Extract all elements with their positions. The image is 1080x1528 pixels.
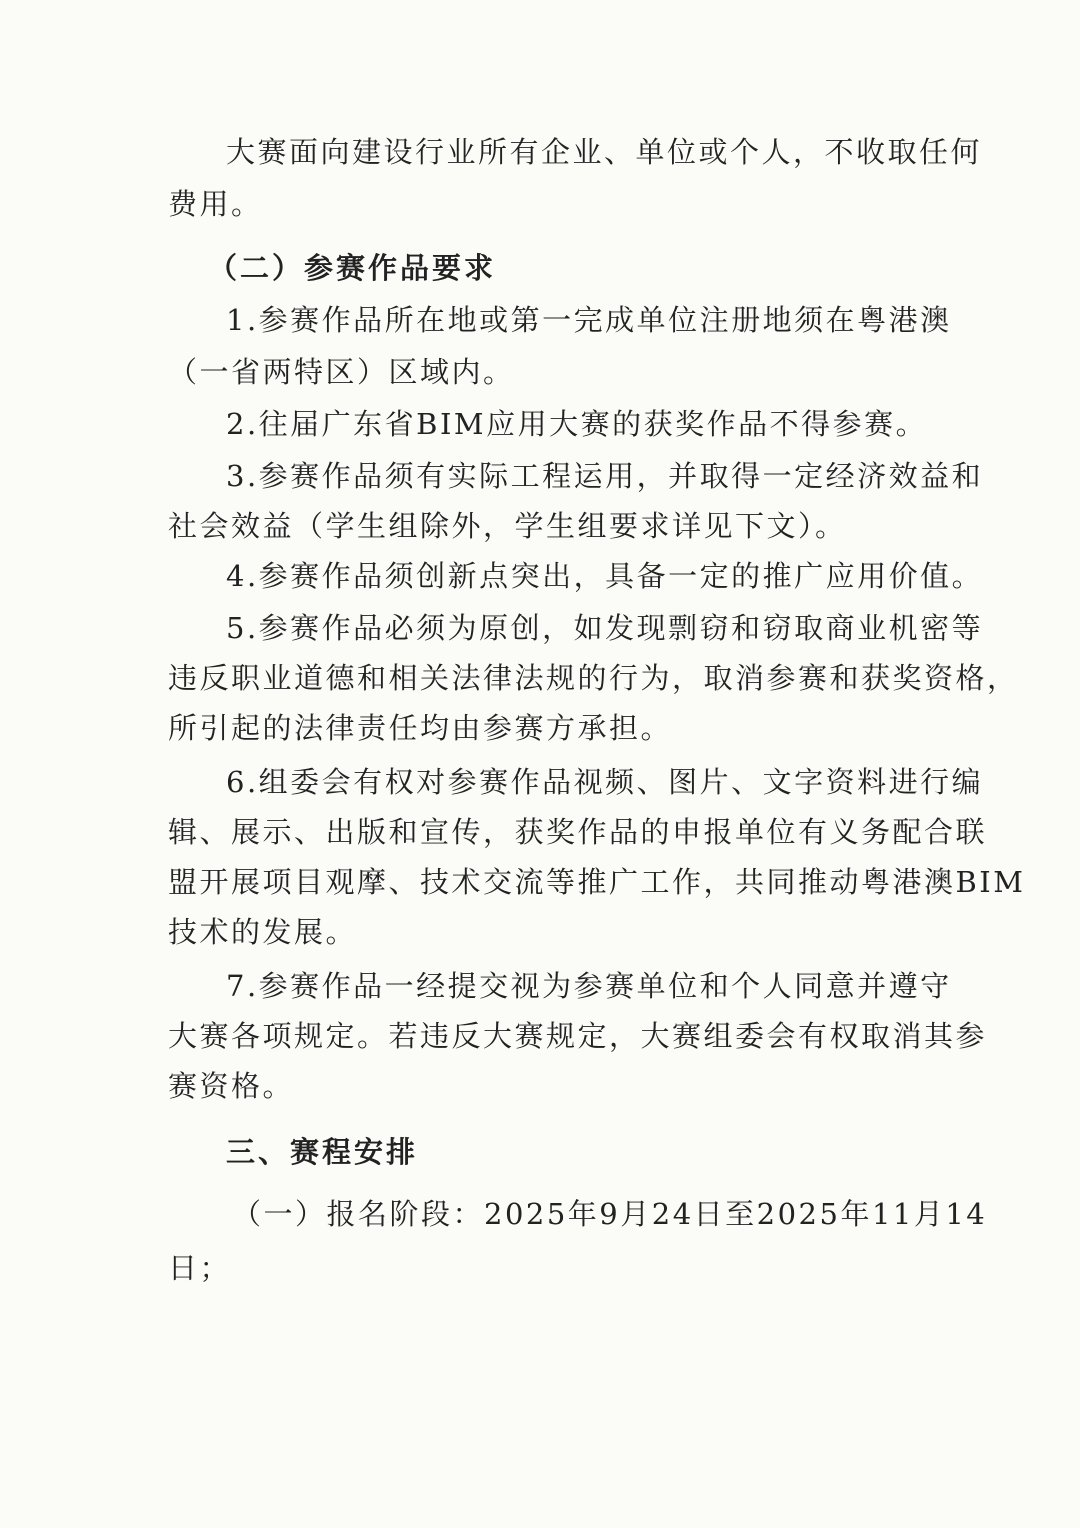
requirement-3-line1: 3.参赛作品须有实际工程运用，并取得一定经济效益和 [226,459,984,493]
requirement-6-line3: 盟开展项目观摩、技术交流等推广工作，共同推动粤港澳BIM [168,865,1026,899]
requirement-5-line1: 5.参赛作品必须为原创，如发现剽窃和窃取商业机密等 [226,611,984,645]
section-heading-schedule: 三、赛程安排 [226,1135,419,1169]
requirement-5-line3: 所引起的法律责任均由参赛方承担。 [168,711,673,745]
requirement-7-line3: 赛资格。 [168,1069,295,1103]
requirement-6-line1: 6.组委会有权对参赛作品视频、图片、文字资料进行编 [226,765,984,799]
paragraph-intro-line2: 费用。 [168,187,263,221]
requirement-1-line2: （一省两特区）区域内。 [168,355,515,389]
requirement-6-line4: 技术的发展。 [168,915,358,949]
paragraph-intro-line1: 大赛面向建设行业所有企业、单位或个人，不收取任何 [226,135,983,169]
requirement-7-line2: 大赛各项规定。若违反大赛规定，大赛组委会有权取消其参 [168,1019,988,1053]
registration-stage-line1: （一）报名阶段：2025年9月24日至2025年11月14 [232,1197,988,1231]
requirement-3-line2: 社会效益（学生组除外，学生组要求详见下文）。 [168,509,847,543]
requirement-4-line1: 4.参赛作品须创新点突出，具备一定的推广应用价值。 [226,559,984,593]
requirement-6-line2: 辑、展示、出版和宣传，获奖作品的申报单位有义务配合联 [168,815,988,849]
registration-stage-line2: 日； [168,1251,232,1285]
requirement-7-line1: 7.参赛作品一经提交视为参赛单位和个人同意并遵守 [226,969,952,1003]
section-heading-requirements: （二）参赛作品要求 [208,251,497,285]
requirement-2-line1: 2.往届广东省BIM应用大赛的获奖作品不得参赛。 [226,407,928,441]
requirement-5-line2: 违反职业道德和相关法律法规的行为，取消参赛和获奖资格， [168,661,1019,695]
requirement-1-line1: 1.参赛作品所在地或第一完成单位注册地须在粤港澳 [226,303,952,337]
